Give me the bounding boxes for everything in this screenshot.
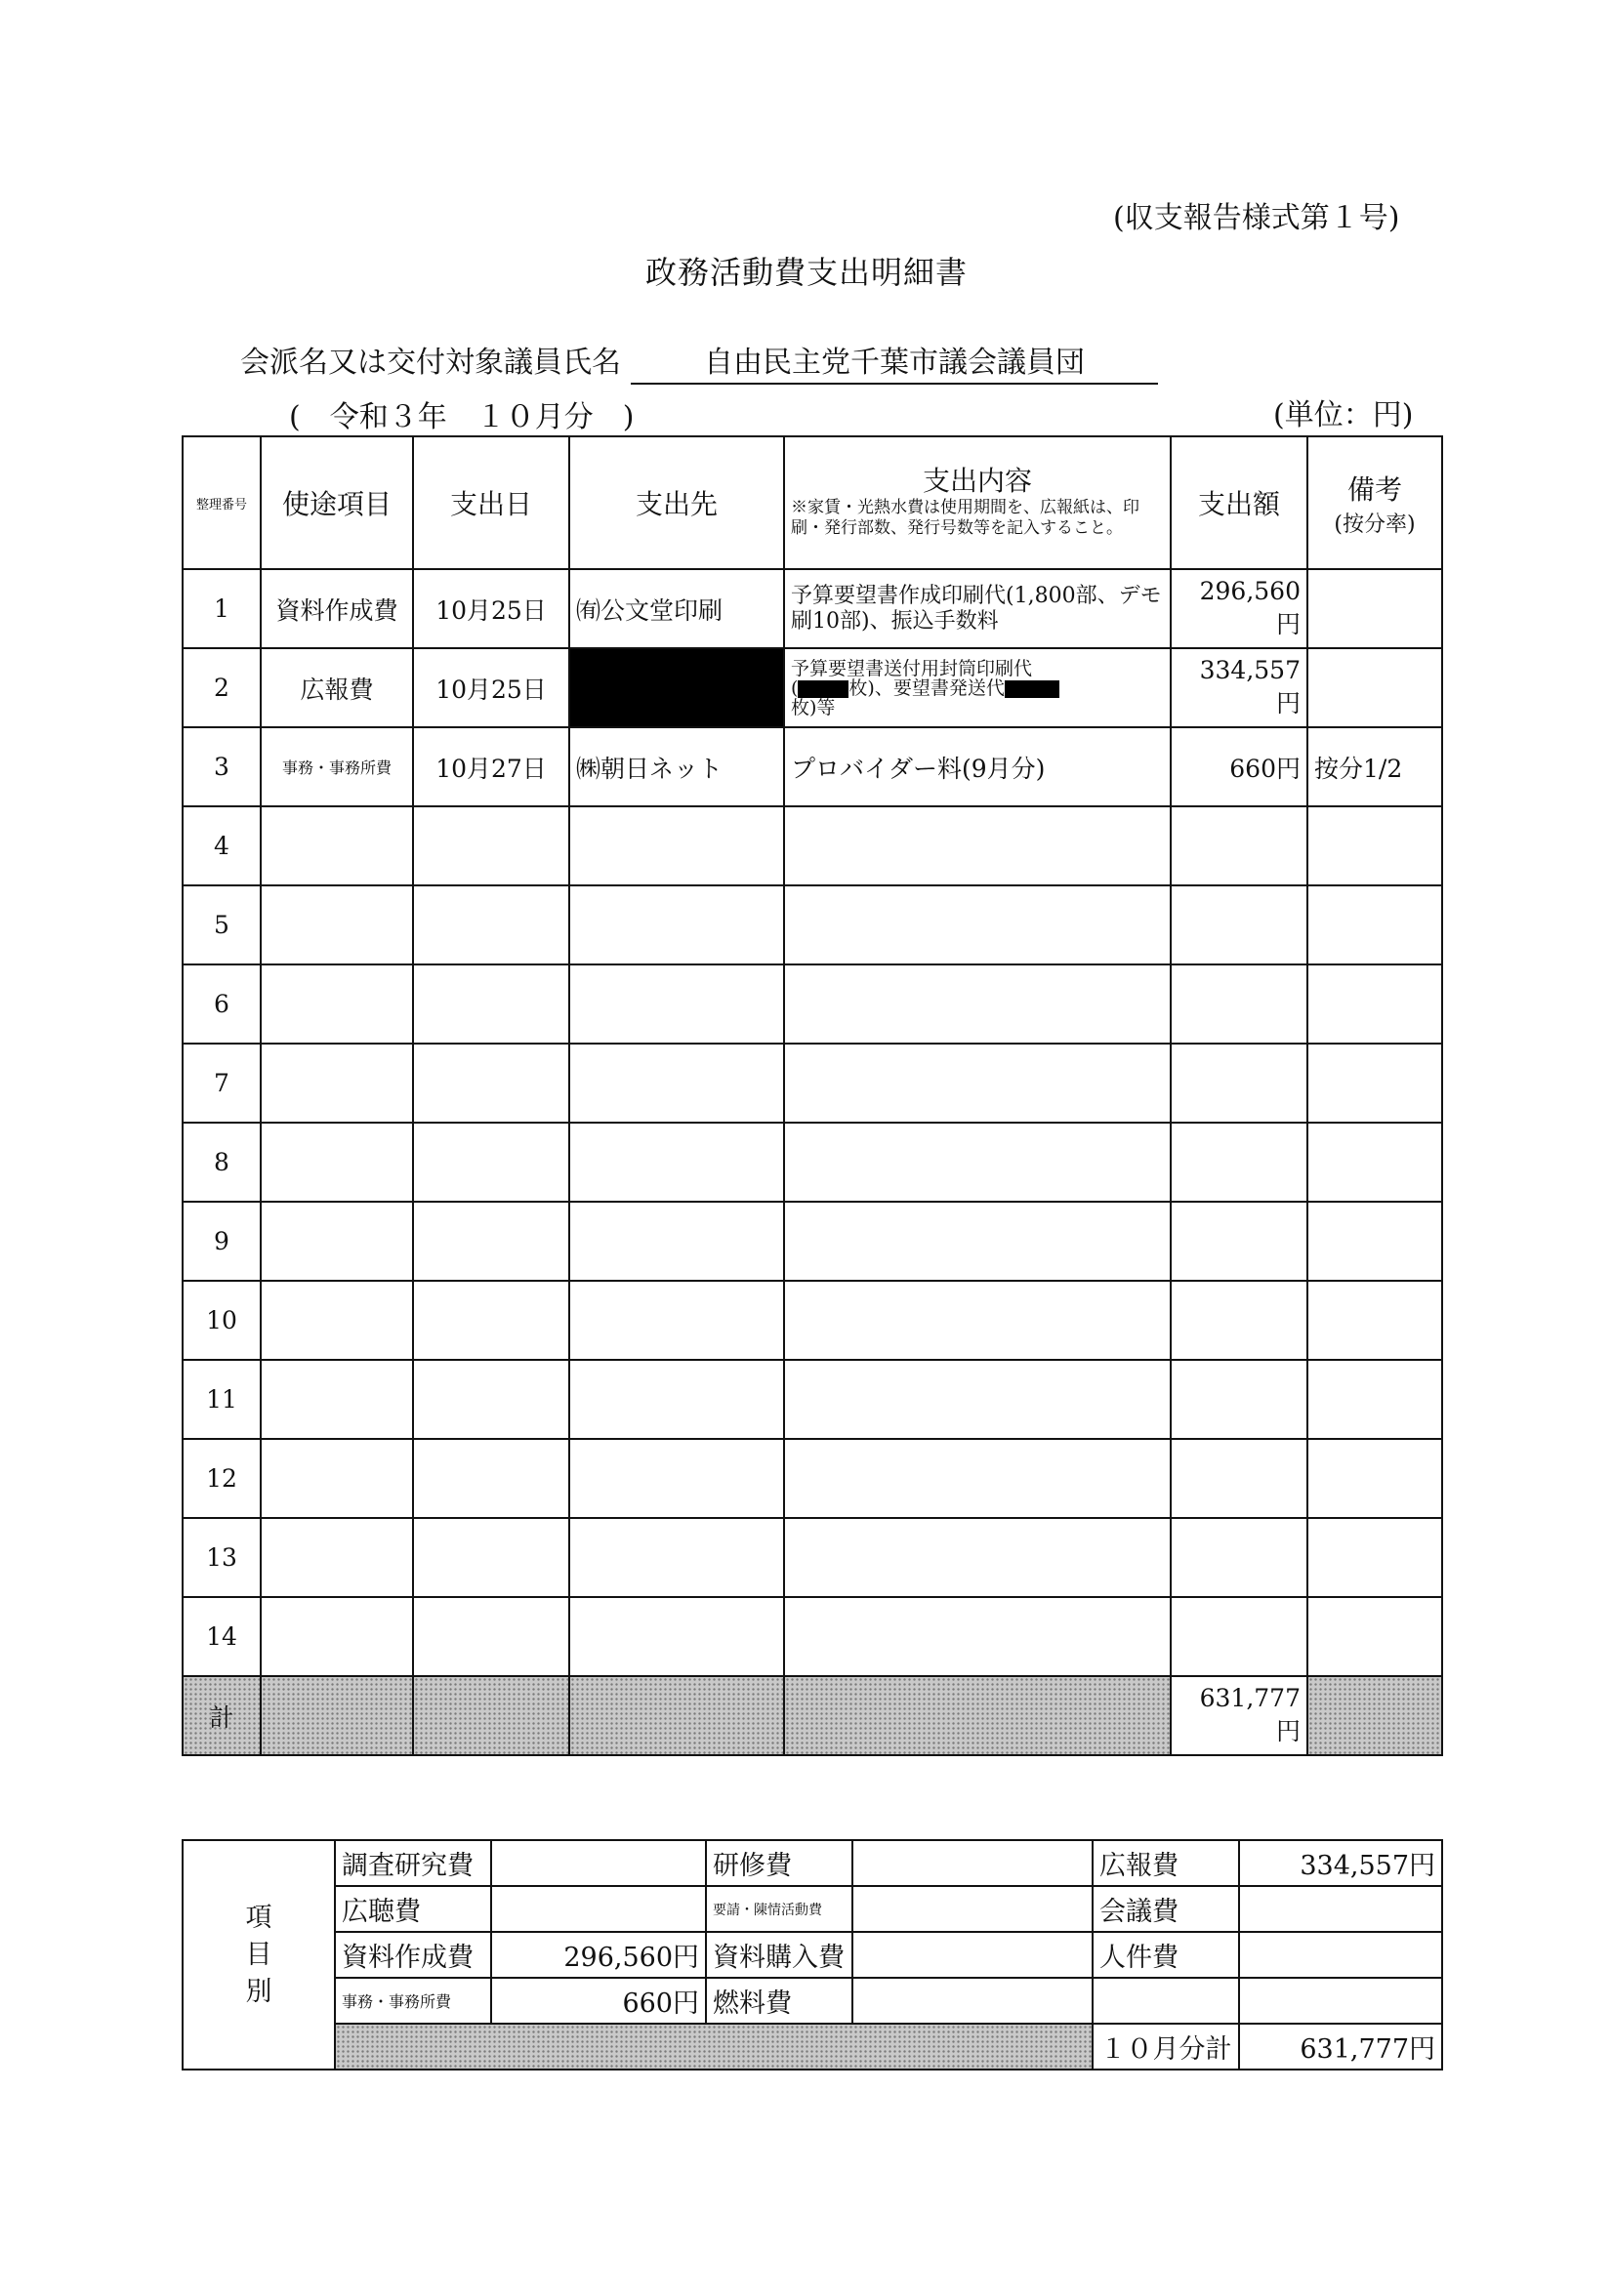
shaded-cell (413, 1676, 569, 1755)
empty-cell (1171, 1597, 1307, 1676)
empty-cell (1307, 1597, 1442, 1676)
empty-cell (1171, 1123, 1307, 1202)
header-remarks (1307, 436, 1442, 569)
table-header-row (183, 436, 1442, 569)
empty-cell (261, 1044, 413, 1123)
empty-cell (784, 1123, 1171, 1202)
empty-cell (413, 885, 569, 964)
empty-cell (1307, 964, 1442, 1044)
empty-cell (1307, 885, 1442, 964)
redaction-block (1005, 680, 1059, 698)
summary-value (852, 1978, 1093, 2024)
header-date: 支出日 (413, 436, 569, 569)
month-total-label: １０月分計 (1093, 2024, 1239, 2070)
currency-unit: (単位：円) (1273, 398, 1414, 432)
row-number: 9 (183, 1202, 261, 1281)
empty-cell (261, 1597, 413, 1676)
row-content-line3: 枚)等 (791, 696, 836, 718)
summary-value (852, 1840, 1093, 1886)
empty-cell (1171, 1281, 1307, 1360)
empty-cell (784, 1044, 1171, 1123)
empty-cell (569, 1597, 784, 1676)
header-content-title: 支出内容 (922, 465, 1032, 497)
row-number: 1 (183, 569, 261, 648)
shaded-cell (1307, 1676, 1442, 1755)
row-number: 10 (183, 1281, 261, 1360)
empty-cell (261, 1518, 413, 1597)
empty-cell (569, 964, 784, 1044)
summary-label: 資料購入費 (706, 1932, 852, 1978)
summary-value (491, 1840, 706, 1886)
side-label-char: 別 (245, 1976, 272, 2007)
row-number: 14 (183, 1597, 261, 1676)
row-content-line2: 枚)、要望書発送代 (848, 676, 1005, 699)
summary-label: 燃料費 (706, 1978, 852, 2024)
row-content (784, 648, 1171, 727)
empty-cell (261, 964, 413, 1044)
summary-label: 広報費 (1093, 1840, 1239, 1886)
empty-cell (569, 1518, 784, 1597)
document-title: 政務活動費支出明細書 (644, 254, 968, 291)
empty-cell (569, 1123, 784, 1202)
empty-cell (413, 806, 569, 885)
empty-cell (1307, 1202, 1442, 1281)
empty-cell (261, 1123, 413, 1202)
table-row (183, 1044, 1442, 1123)
summary-row (183, 1978, 1442, 2024)
empty-cell (413, 1518, 569, 1597)
summary-row (183, 1886, 1442, 1932)
row-date: 10月27日 (413, 727, 569, 806)
row-number: 4 (183, 806, 261, 885)
row-category: 広報費 (261, 648, 413, 727)
row-amount: 296,560円 (1171, 569, 1307, 648)
header-amount: 支出額 (1171, 436, 1307, 569)
table-row (183, 1518, 1442, 1597)
empty-cell (1307, 1518, 1442, 1597)
summary-label (1093, 1978, 1239, 2024)
row-date: 10月25日 (413, 569, 569, 648)
summary-value (1239, 1886, 1442, 1932)
empty-cell (1171, 1044, 1307, 1123)
empty-cell (413, 964, 569, 1044)
row-content-paren: ( (791, 676, 799, 699)
row-category: 資料作成費 (261, 569, 413, 648)
empty-cell (1307, 806, 1442, 885)
empty-cell (1171, 806, 1307, 885)
empty-cell (784, 1439, 1171, 1518)
table-row (183, 964, 1442, 1044)
total-row (183, 1676, 1442, 1755)
summary-row (183, 1840, 1442, 1886)
row-number: 5 (183, 885, 261, 964)
empty-cell (784, 1281, 1171, 1360)
row-number: 11 (183, 1360, 261, 1439)
summary-label: 広聴費 (335, 1886, 491, 1932)
summary-total-row (183, 2024, 1442, 2070)
row-date: 10月25日 (413, 648, 569, 727)
empty-cell (1171, 885, 1307, 964)
empty-cell (784, 1597, 1171, 1676)
table-row (183, 806, 1442, 885)
empty-cell (413, 1202, 569, 1281)
summary-value (852, 1932, 1093, 1978)
empty-cell (569, 1360, 784, 1439)
row-remarks (1307, 569, 1442, 648)
expenditure-table (182, 435, 1443, 1756)
header-remarks-title: 備考 (1346, 472, 1402, 506)
empty-cell (1307, 1044, 1442, 1123)
table-row (183, 1439, 1442, 1518)
empty-cell (1171, 1360, 1307, 1439)
organization-row (240, 338, 1158, 385)
header-content (784, 436, 1171, 569)
table-row (183, 1202, 1442, 1281)
summary-label: 会議費 (1093, 1886, 1239, 1932)
empty-cell (1307, 1439, 1442, 1518)
empty-cell (261, 1281, 413, 1360)
row-remarks: 按分1/2 (1307, 727, 1442, 806)
table-row (183, 569, 1442, 648)
empty-cell (413, 1597, 569, 1676)
empty-cell (261, 1202, 413, 1281)
shaded-cell (335, 2024, 1093, 2070)
summary-label: 人件費 (1093, 1932, 1239, 1978)
empty-cell (1307, 1123, 1442, 1202)
empty-cell (413, 1281, 569, 1360)
row-category: 事務・事務所費 (261, 727, 413, 806)
header-category: 使途項目 (261, 436, 413, 569)
row-number: 12 (183, 1439, 261, 1518)
summary-value (491, 1886, 706, 1932)
side-label-char: 目 (245, 1939, 272, 1970)
empty-cell (1307, 1360, 1442, 1439)
summary-value: 660円 (491, 1978, 706, 2024)
side-label-char: 項 (245, 1902, 272, 1933)
empty-cell (261, 885, 413, 964)
row-number: 6 (183, 964, 261, 1044)
total-amount: 631,777円 (1171, 1676, 1307, 1755)
empty-cell (1171, 1202, 1307, 1281)
empty-cell (569, 885, 784, 964)
summary-value (1239, 1932, 1442, 1978)
summary-label: 調査研究費 (335, 1840, 491, 1886)
row-number: 7 (183, 1044, 261, 1123)
summary-value: 334,557円 (1239, 1840, 1442, 1886)
shaded-cell (261, 1676, 413, 1755)
redacted-payee (569, 648, 784, 727)
row-payee: ㈱朝日ネット (569, 727, 784, 806)
table-row (183, 1123, 1442, 1202)
reporting-period: ( 令和３年 １０月分 ) (289, 400, 635, 434)
header-seq: 整理番号 (183, 436, 261, 569)
table-row (183, 1281, 1442, 1360)
row-number: 2 (183, 648, 261, 727)
redaction-block (798, 680, 848, 698)
empty-cell (569, 806, 784, 885)
header-content-note: ※家賃・光熱水費は使用期間を、広報紙は、印刷・発行部数、発行号数等を記入すること。 (791, 498, 1139, 538)
organization-name: 自由民主党千葉市議会議員団 (631, 338, 1158, 385)
summary-side-label (183, 1840, 335, 2070)
row-amount: 660円 (1171, 727, 1307, 806)
table-row (183, 885, 1442, 964)
empty-cell (413, 1360, 569, 1439)
empty-cell (569, 1281, 784, 1360)
table-row (183, 727, 1442, 806)
header-payee: 支出先 (569, 436, 784, 569)
row-number: 13 (183, 1518, 261, 1597)
empty-cell (1171, 1518, 1307, 1597)
row-content-line1: 予算要望書送付用封筒印刷代 (791, 657, 1033, 679)
month-total-value: 631,777円 (1239, 2024, 1442, 2070)
total-label: 計 (183, 1676, 261, 1755)
row-number: 3 (183, 727, 261, 806)
summary-value: 296,560円 (491, 1932, 706, 1978)
empty-cell (413, 1123, 569, 1202)
summary-label: 資料作成費 (335, 1932, 491, 1978)
summary-value (1239, 1978, 1442, 2024)
shaded-cell (569, 1676, 784, 1755)
empty-cell (784, 1202, 1171, 1281)
empty-cell (1171, 1439, 1307, 1518)
shaded-cell (784, 1676, 1171, 1755)
empty-cell (784, 806, 1171, 885)
row-content: プロバイダー料(9月分) (784, 727, 1171, 806)
table-row (183, 1360, 1442, 1439)
empty-cell (1307, 1281, 1442, 1360)
empty-cell (261, 1439, 413, 1518)
summary-label: 要請・陳情活動費 (706, 1886, 852, 1932)
organization-label: 会派名又は交付対象議員氏名 (240, 346, 621, 380)
empty-cell (261, 806, 413, 885)
empty-cell (784, 1518, 1171, 1597)
summary-row (183, 1932, 1442, 1978)
empty-cell (784, 1360, 1171, 1439)
empty-cell (569, 1202, 784, 1281)
empty-cell (413, 1044, 569, 1123)
category-summary-table (182, 1839, 1443, 2070)
row-number: 8 (183, 1123, 261, 1202)
table-row (183, 1597, 1442, 1676)
empty-cell (569, 1439, 784, 1518)
empty-cell (569, 1044, 784, 1123)
summary-value (852, 1886, 1093, 1932)
empty-cell (413, 1439, 569, 1518)
header-remarks-sub: (按分率) (1334, 512, 1416, 537)
row-payee: ㈲公文堂印刷 (569, 569, 784, 648)
summary-label: 事務・事務所費 (335, 1978, 491, 2024)
empty-cell (261, 1360, 413, 1439)
empty-cell (784, 964, 1171, 1044)
summary-label: 研修費 (706, 1840, 852, 1886)
table-row (183, 648, 1442, 727)
empty-cell (1171, 964, 1307, 1044)
empty-cell (784, 885, 1171, 964)
row-amount: 334,557円 (1171, 648, 1307, 727)
row-content: 予算要望書作成印刷代(1,800部、デモ刷10部)、振込手数料 (784, 569, 1171, 648)
form-number: (収支報告様式第１号) (1113, 201, 1400, 235)
row-remarks (1307, 648, 1442, 727)
